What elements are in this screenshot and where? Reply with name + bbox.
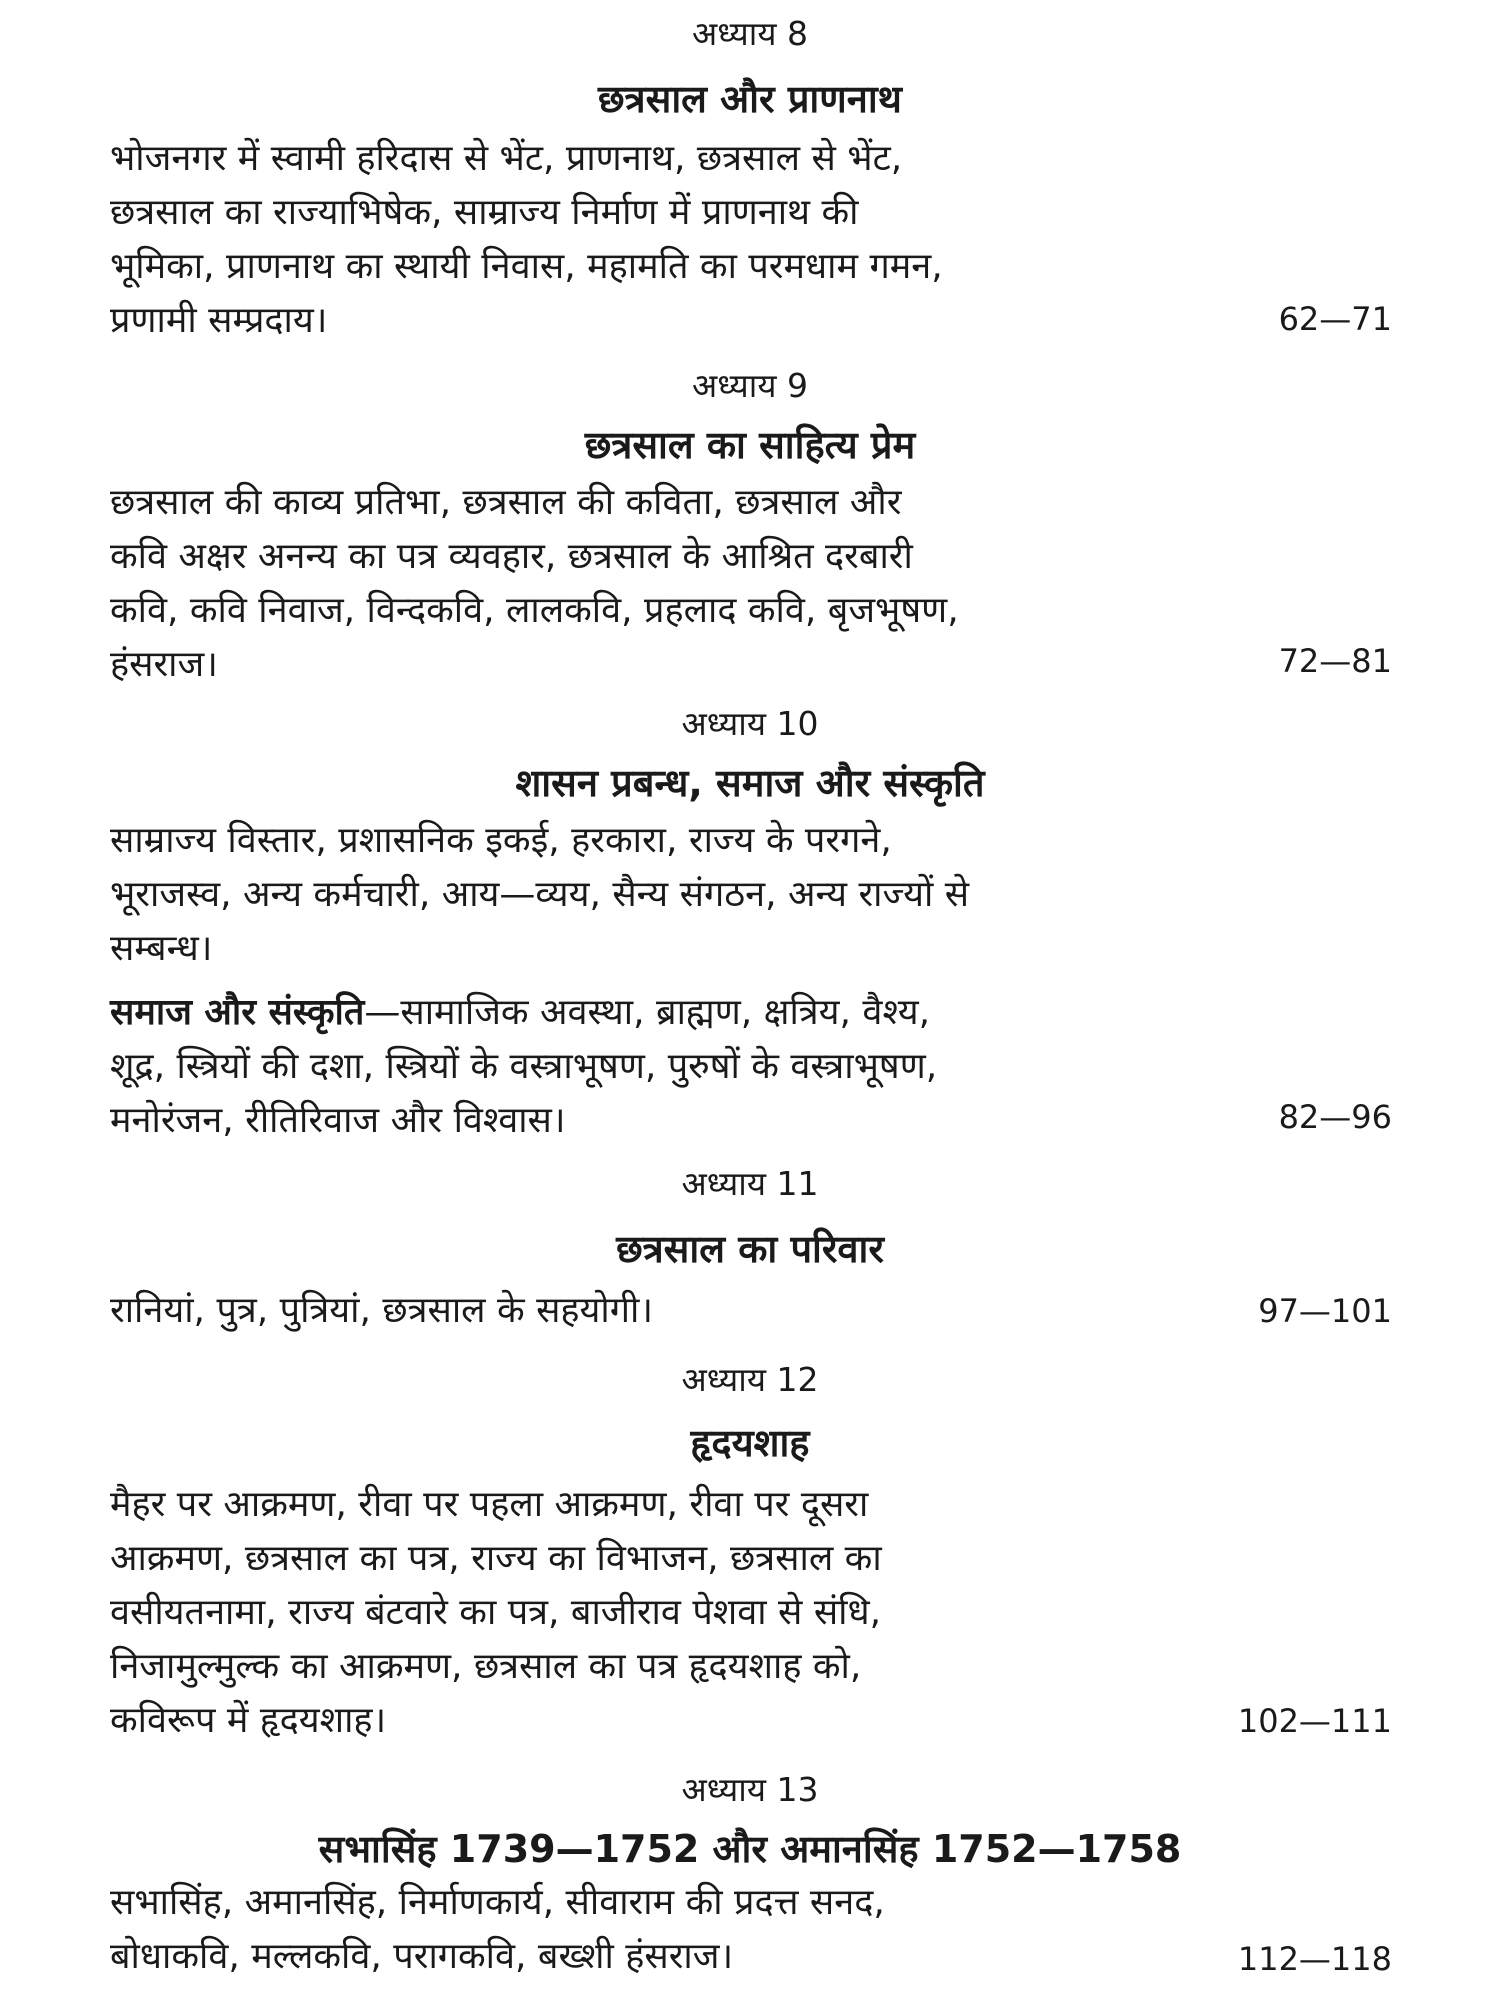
chapter-title: छत्रसाल का साहित्य प्रेम bbox=[584, 423, 916, 467]
description-line: मनोरंजन, रीतिरिवाज और विश्वास। bbox=[110, 1100, 566, 1141]
page-range: 62—71 bbox=[1278, 300, 1392, 338]
description-line: कविरूप में हृदयशाह। bbox=[110, 1700, 387, 1741]
chapter-title: शासन प्रबन्ध, समाज और संस्कृति bbox=[515, 761, 985, 805]
description-line: भूमिका, प्राणनाथ का स्थायी निवास, महामति का परमधाम गमन, bbox=[110, 246, 943, 287]
chapter-description bbox=[110, 476, 1210, 692]
description-line: भूराजस्व, अन्य कर्मचारी, आय—व्यय, सैन्य संगठन, अन्य राज्यों से bbox=[110, 874, 970, 915]
chapter-description bbox=[110, 1284, 1210, 1338]
description-line bbox=[110, 986, 1210, 1040]
description-line: सम्बन्ध। bbox=[110, 928, 213, 969]
sub-section-description bbox=[110, 986, 1210, 1148]
description-line: भोजनगर में स्वामी हरिदास से भेंट, प्राणनाथ, छत्रसाल से भेंट, bbox=[110, 138, 903, 179]
chapter-description bbox=[110, 1876, 1210, 1984]
chapter-label: अध्याय 13 bbox=[681, 1770, 819, 1809]
description-line: मैहर पर आक्रमण, रीवा पर पहला आक्रमण, रीवा पर दूसरा bbox=[110, 1484, 869, 1525]
sub-section-heading: समाज और संस्कृति bbox=[110, 992, 365, 1033]
page-range: 82—96 bbox=[1278, 1098, 1392, 1136]
chapter-description bbox=[110, 1478, 1210, 1748]
description-line: छत्रसाल की काव्य प्रतिभा, छत्रसाल की कविता, छत्रसाल और bbox=[110, 482, 902, 523]
description-line: हंसराज। bbox=[110, 644, 218, 685]
description-line: शूद्र, स्त्रियों की दशा, स्त्रियों के वस्त्राभूषण, पुरुषों के वस्त्राभूषण, bbox=[110, 1046, 938, 1087]
chapter-label: अध्याय 8 bbox=[692, 14, 808, 53]
description-line: रानियां, पुत्र, पुत्रियां, छत्रसाल के सहयोगी। bbox=[110, 1290, 653, 1331]
description-line: साम्राज्य विस्तार, प्रशासनिक इकई, हरकारा, राज्य के परगने, bbox=[110, 820, 892, 861]
page-range: 102—111 bbox=[1237, 1702, 1392, 1740]
description-line: कवि अक्षर अनन्य का पत्र व्यवहार, छत्रसाल के आश्रित दरबारी bbox=[110, 536, 913, 577]
chapter-title: हृदयशाह bbox=[690, 1421, 810, 1465]
chapter-title: सभासिंह 1739—1752 और अमानसिंह 1752—1758 bbox=[318, 1827, 1182, 1871]
description-line: आक्रमण, छत्रसाल का पत्र, राज्य का विभाजन, छत्रसाल का bbox=[110, 1538, 882, 1579]
page-range: 97—101 bbox=[1258, 1292, 1392, 1330]
chapter-label: अध्याय 9 bbox=[692, 366, 808, 405]
chapter-description bbox=[110, 814, 1210, 976]
sub-section-text: —सामाजिक अवस्था, ब्राह्मण, क्षत्रिय, वैश्य, bbox=[364, 992, 931, 1033]
page-range: 72—81 bbox=[1278, 642, 1392, 680]
description-line: प्रणामी सम्प्रदाय। bbox=[110, 300, 328, 341]
description-line: सभासिंह, अमानसिंह, निर्माणकार्य, सीवाराम की प्रदत्त सनद, bbox=[110, 1882, 885, 1923]
description-line: निजामुल्मुल्क का आक्रमण, छत्रसाल का पत्र हृदयशाह को, bbox=[110, 1646, 862, 1687]
description-line: छत्रसाल का राज्याभिषेक, साम्राज्य निर्माण में प्राणनाथ की bbox=[110, 192, 859, 233]
chapter-label: अध्याय 12 bbox=[681, 1360, 819, 1399]
chapter-title: छत्रसाल का परिवार bbox=[616, 1227, 884, 1271]
page-range: 112—118 bbox=[1237, 1940, 1392, 1978]
chapter-label: अध्याय 10 bbox=[681, 704, 819, 743]
chapter-description bbox=[110, 132, 1210, 348]
description-line: वसीयतनामा, राज्य बंटवारे का पत्र, बाजीराव पेशवा से संधि, bbox=[110, 1592, 882, 1633]
chapter-label: अध्याय 11 bbox=[681, 1164, 819, 1203]
description-line: कवि, कवि निवाज, विन्दकवि, लालकवि, प्रहलाद कवि, बृजभूषण, bbox=[110, 590, 959, 631]
description-line: बोधाकवि, मल्लकवि, परागकवि, बख्शी हंसराज। bbox=[110, 1936, 734, 1977]
chapter-title: छत्रसाल और प्राणनाथ bbox=[598, 77, 902, 121]
